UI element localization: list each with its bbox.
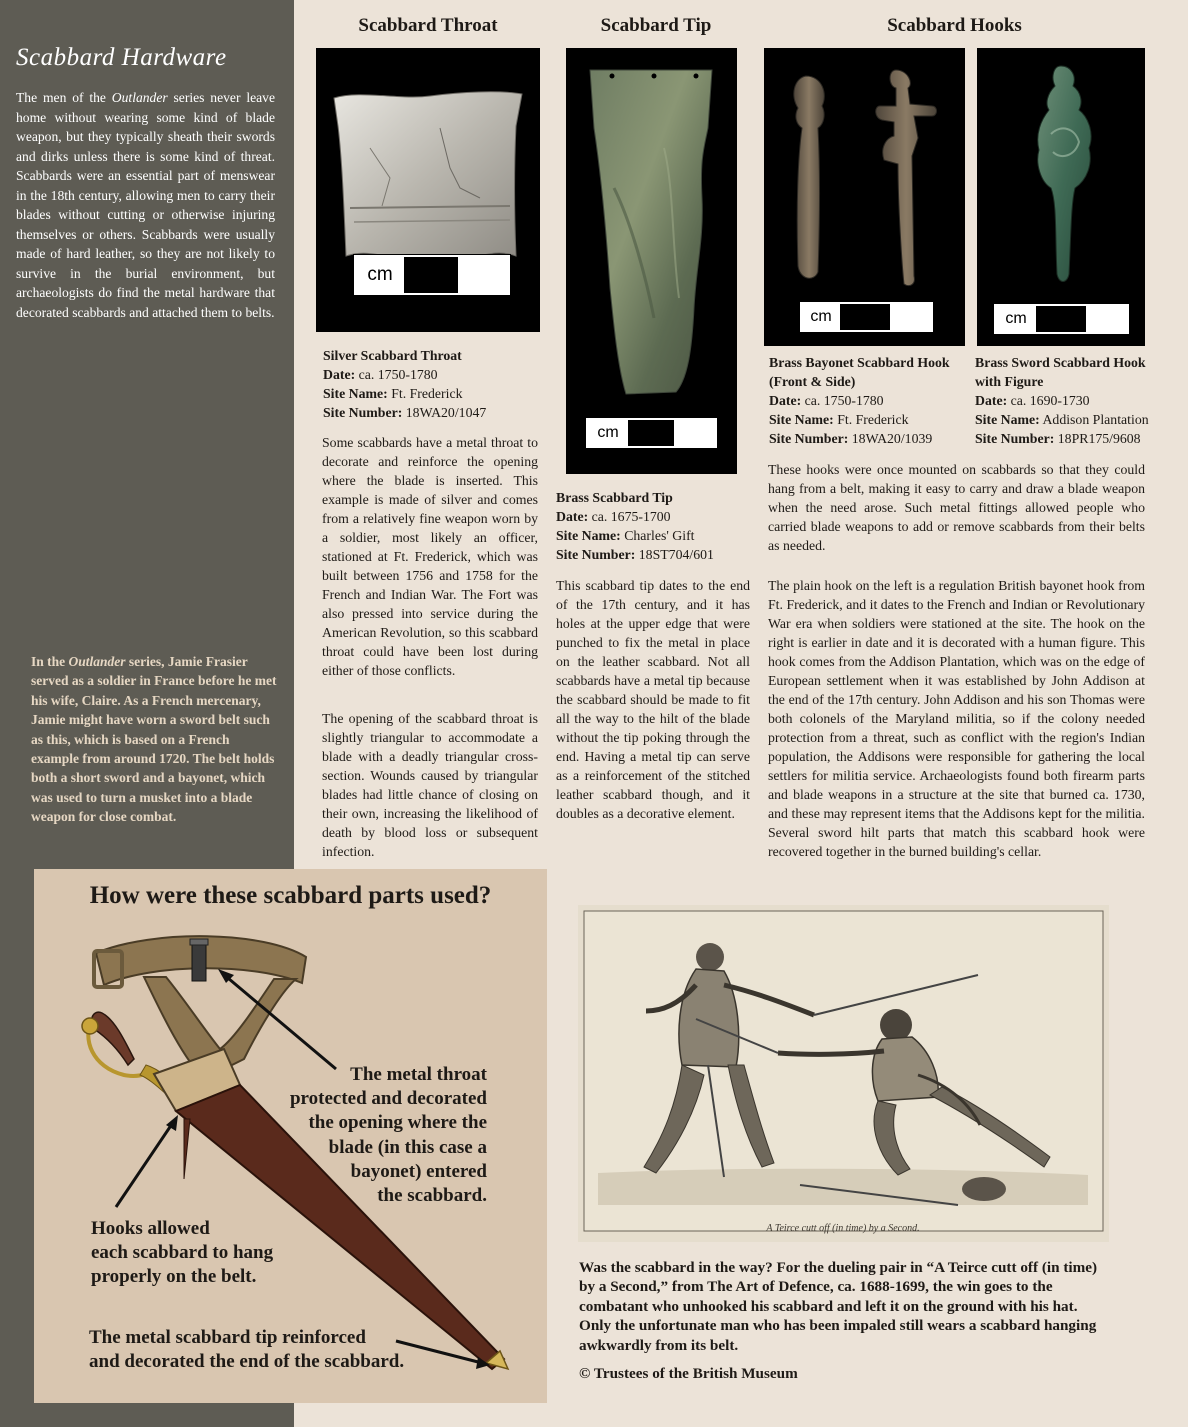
throat-caption (323, 346, 543, 422)
intro-paragraph (16, 88, 275, 322)
tip-site-number: 18ST704/601 (638, 547, 714, 562)
throat-label-line: the scabbard. (377, 1185, 487, 1207)
intro-text-2: series never leave home without wearing some kind of blade weapon, but they typically sheath their swords and dirks unless there is some kind of threat. Scabbards were an essential part of menswear in the 18th century, allowing men to carry their blades without cutting or otherwise injuring themselves or others. Scabbards were usually made of hard leather, so they are not likely to survive in the burial environment, but archaeologists do find the metal hardware that decorated scabbards and attached them to belts. (16, 90, 275, 320)
hook-right-site-label: Site Name: (975, 412, 1040, 427)
hook-right-date-label: Date: (975, 393, 1008, 408)
hook-right-site-number: 18PR175/9608 (1057, 431, 1141, 446)
hook-left-date-label: Date: (769, 393, 802, 408)
hook-left-name-2: (Front & Side) (769, 374, 856, 389)
hook-left-site-label: Site Name: (769, 412, 834, 427)
hook-left-caption (769, 353, 969, 448)
throat-site-number: 18WA20/1047 (405, 405, 487, 420)
hook-left-site: Ft. Frederick (837, 412, 909, 427)
tip-label-line: The metal scabbard tip reinforced (89, 1327, 366, 1348)
scale-bar-throat (354, 255, 510, 295)
throat-name: Silver Scabbard Throat (323, 348, 462, 363)
tip-site: Charles' Gift (624, 528, 695, 543)
hooks-label-line: Hooks allowed (91, 1218, 210, 1239)
hook-right-date: ca. 1690-1730 (1010, 393, 1090, 408)
scabbard-tip-photo (566, 48, 737, 474)
scabbard-throat-photo (316, 48, 540, 332)
intro-series-name: Outlander (111, 90, 168, 105)
dueling-engraving (578, 905, 1109, 1242)
note-series-name: Outlander (68, 654, 126, 669)
throat-label-line: the opening where the (308, 1112, 487, 1134)
figure-hook-artifact (1027, 64, 1103, 288)
outlander-note (31, 652, 279, 827)
tip-caption (556, 488, 746, 564)
tip-num-label: Site Number: (556, 547, 636, 562)
hook-right-name-2: with Figure (975, 374, 1044, 389)
engraving-caption: Was the scabbard in the way? For the dueling pair in “A Teirce cutt off (in time) by a Second,” from The Art of Defence, ca. 1688-1699, the win goes to the combatant who unhooked his scabbard and left it on the ground with his hat. Only the unfortunate man who has been impaled still wears a scabbard hanging awkwardly from its belt. (579, 1259, 1098, 1354)
sword-hook-photo (977, 48, 1145, 346)
hooks-paragraph-1: These hooks were once mounted on scabbards so that they could hang from a belt, making it easy to carry and draw a blade weapon when the need arose. Such metal fittings allowed people who carried blade weapons to add or remove scabbards from their belts as needed. (768, 462, 1145, 553)
intro-text-1: The men of the (16, 90, 112, 105)
scale-bar-hook-left (800, 302, 933, 332)
usage-title: How were these scabbard parts used? (89, 882, 492, 909)
hook-right-name-1: Brass Sword Scabbard Hook (975, 355, 1146, 370)
hook-left-date: ca. 1750-1780 (804, 393, 884, 408)
throat-paragraph-2: The opening of the scabbard throat is slightly triangular to accommodate a blade with a deadly triangular cross-section. Wounds caused by triangular blades had little chance of closing on their own, increasing the likelihood of death by blood loss or subsequent infection. (322, 711, 538, 859)
duel-illustration (578, 905, 1109, 1242)
note-text-2: series, Jamie Frasier served as a soldier in France before he met his wife, Claire. As a French mercenary, Jamie might have worn a sword belt such as this, which is based on a French example from around 1720. The belt holds both a short sword and a bayonet, which was used to turn a musket into a blade weapon for close combat. (31, 654, 277, 825)
hook-right-site: Addison Plantation (1042, 412, 1149, 427)
heading-scabbard-tip: Scabbard Tip (600, 15, 712, 36)
image-credit: © Trustees of the British Museum (579, 1365, 798, 1382)
engraving-inscription: A Teirce cutt off (in time) by a Second. (766, 1223, 920, 1234)
heading-scabbard-hooks: Scabbard Hooks (887, 15, 1022, 36)
tip-name: Brass Scabbard Tip (556, 490, 673, 505)
tip-date: ca. 1675-1700 (591, 509, 671, 524)
throat-label-line: The metal throat (350, 1064, 487, 1085)
throat-site-label: Site Name: (323, 386, 388, 401)
hooks-label-line: each scabbard to hang (91, 1242, 274, 1264)
scale-cm-label: cm (356, 257, 406, 293)
throat-date: ca. 1750-1780 (358, 367, 438, 382)
tip-usage-label (89, 1326, 449, 1374)
hooks-paragraph-2: The plain hook on the left is a regulation British bayonet hook from Ft. Frederick, and it dates to the French and Indian or Revolutionary War era when soldiers were stationed at the site. The hook on the right is earlier in date and it is decorated with a human figure. This hook comes from the Addison Plantation, which was on the edge of European settlement when it was established by John Addison at the end of the 17th century. John Addison and his son Thomas were both colonels of the Maryland militia, so if the colony needed protection from a threat, such as conflict with the region's Indian population, the Addisons were responsible for gathering the local settlers for militia service. Archaeologists found both firearm parts and blade weapons in a structure at the site that burned ca. 1730, and these may represent items that the Addisons kept for the militia. Several sword hilt parts that match this scabbard hook were recovered together in the burned building's cellar. (768, 578, 1145, 859)
heading-scabbard-throat: Scabbard Throat (358, 15, 498, 36)
throat-num-label: Site Number: (323, 405, 403, 420)
throat-usage-label (254, 1063, 487, 1208)
throat-paragraph-1: Some scabbards have a metal throat to decorate and reinforce the opening where the blade is inserted. This example is made of silver and comes from a relatively fine weapon worn by a soldier, most likely an officer, stationed at Ft. Frederick, which was built between 1756 and 1758 for the French and Indian War. The Fort was also pressed into service during the American Revolution, so this scabbard throat could have been lost during either of those conflicts. (322, 435, 538, 678)
hook-left-name-1: Brass Bayonet Scabbard Hook (769, 355, 950, 370)
bayonet-hook-artifact (784, 66, 954, 288)
tip-site-label: Site Name: (556, 528, 621, 543)
scale-cm-label: cm (588, 420, 630, 446)
hook-left-site-number: 18WA20/1039 (851, 431, 933, 446)
page-title: Scabbard Hardware (16, 44, 227, 71)
throat-label-line: bayonet) entered (350, 1160, 487, 1182)
tip-label-line: and decorated the end of the scabbard. (89, 1351, 405, 1373)
throat-site: Ft. Frederick (391, 386, 463, 401)
tip-date-label: Date: (556, 509, 589, 524)
hook-left-num-label: Site Number: (769, 431, 849, 446)
scale-bar-hook-right (994, 304, 1129, 334)
scale-cm-label: cm (802, 304, 842, 330)
hooks-label-line: properly on the belt. (91, 1266, 257, 1288)
tip-paragraph: This scabbard tip dates to the end of the 17th century, and it has holes at the upper edge that were punched to fix the metal in place on the leather scabbard. Not all scabbards have a metal tip because the scabbard should be made to fit all the way to the hilt of the blade without the tip poking through the end. Having a metal tip can serve as a reinforcement of the stitched leather scabbard though, and it doubles as a decorative element. (556, 578, 750, 821)
hooks-usage-label (91, 1217, 321, 1290)
hook-right-num-label: Site Number: (975, 431, 1055, 446)
brass-tip-artifact (584, 68, 718, 398)
scale-cm-label: cm (996, 306, 1038, 332)
note-text-1: In the (31, 654, 69, 669)
silver-throat-artifact (330, 88, 526, 273)
hook-right-caption (975, 353, 1185, 448)
throat-label-line: protected and decorated (289, 1088, 487, 1110)
throat-date-label: Date: (323, 367, 356, 382)
throat-label-line: blade (in this case a (328, 1136, 487, 1158)
bayonet-hook-photo (764, 48, 965, 346)
scale-bar-tip (586, 418, 717, 448)
